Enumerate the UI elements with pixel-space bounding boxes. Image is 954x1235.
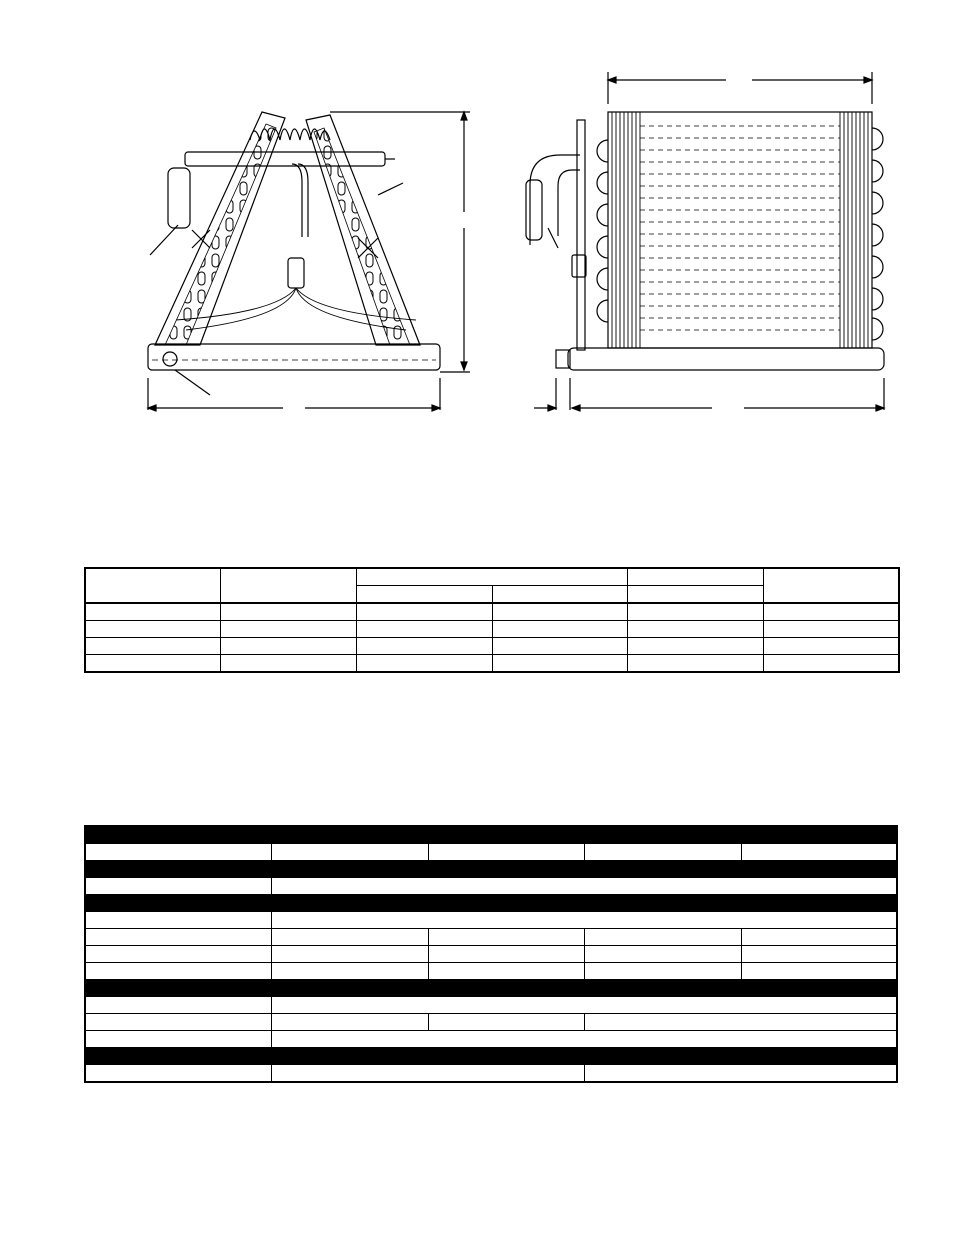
header-cell <box>627 586 763 604</box>
header-cell <box>492 586 627 604</box>
table-row <box>85 878 897 895</box>
specifications-table <box>84 825 898 1083</box>
table-header-row <box>85 568 899 586</box>
coil-drawings <box>0 0 954 470</box>
table-row <box>85 997 897 1014</box>
header-cell <box>356 568 627 586</box>
table-row <box>85 912 897 929</box>
a-coil-side-view <box>526 72 884 411</box>
table-row <box>85 1031 897 1048</box>
table-row <box>85 946 897 963</box>
section-band <box>85 980 897 997</box>
header-cell <box>356 586 492 604</box>
table-row <box>85 1065 897 1083</box>
header-cell <box>85 568 220 603</box>
a-coil-end-view <box>148 112 470 411</box>
section-band <box>85 895 897 912</box>
table-row <box>85 655 899 673</box>
table-row <box>85 603 899 621</box>
table-row <box>85 963 897 980</box>
table-row <box>85 1014 897 1031</box>
table-row <box>85 929 897 946</box>
header-cell <box>627 568 763 586</box>
section-band <box>85 861 897 878</box>
table-row <box>85 844 897 861</box>
header-cell <box>220 568 356 603</box>
table-row <box>85 621 899 638</box>
table-header-band <box>85 826 897 844</box>
header-cell <box>763 568 899 603</box>
coil-dimension-table <box>84 567 900 673</box>
table-row <box>85 638 899 655</box>
section-band <box>85 1048 897 1065</box>
